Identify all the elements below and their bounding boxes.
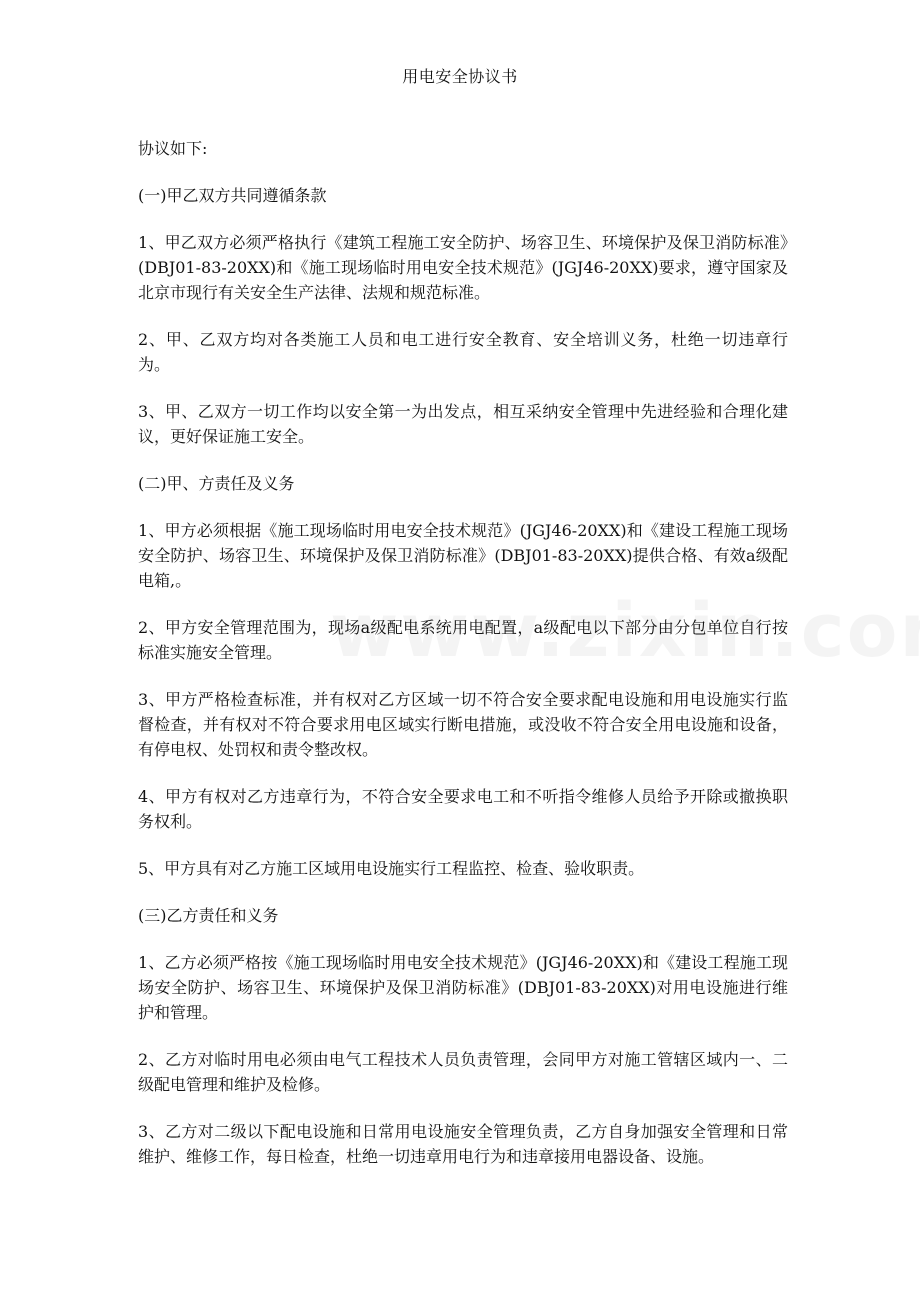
paragraph: 3、甲方严格检查标准，并有权对乙方区域一切不符合安全要求配电设施和用电设施实行监督检查，并有权对不符合要求用电区域实行断电措施，或没收不符合安全用电设施和设备，有停电权、处罚权和责令整改权。 [138, 690, 788, 759]
paragraph: 2、甲方安全管理范围为，现场a级配电系统用电配置，a级配电以下部分由分包单位自行按标准实施安全管理。 [138, 618, 788, 662]
paragraph-intro: 协议如下: [138, 139, 208, 158]
paragraph: 4、甲方有权对乙方违章行为，不符合安全要求电工和不听指令维修人员给予开除或撤换职务权利。 [138, 787, 788, 831]
paragraph: 1、甲乙双方必须严格执行《建筑工程施工安全防护、场容卫生、环境保护及保卫消防标准》(DBJ01-83-20XX)和《施工现场临时用电安全技术规范》(JGJ46-20XX)要求，遵守国家及北京市现行有关安全生产法律、法规和规范标准。 [138, 233, 788, 302]
document-body [138, 136, 788, 1191]
paragraph: 2、乙方对临时用电必须由电气工程技术人员负责管理，会同甲方对施工管辖区域内一、二级配电管理和维护及检修。 [138, 1050, 788, 1094]
section-heading-1: (一)甲乙双方共同遵循条款 [138, 186, 327, 205]
paragraph: 1、乙方必须严格按《施工现场临时用电安全技术规范》(JGJ46-20XX)和《建设工程施工现场安全防护、场容卫生、环境保护及保卫消防标准》(DBJ01-83-20XX)对用电设施进行维护和管理。 [138, 953, 788, 1022]
paragraph: 1、甲方必须根据《施工现场临时用电安全技术规范》(JGJ46-20XX)和《建设工程施工现场安全防护、场容卫生、环境保护及保卫消防标准》(DBJ01-83-20XX)提供合格、有效a级配电箱,。 [138, 521, 788, 590]
document-title: 用电安全协议书 [402, 67, 518, 86]
paragraph: 3、乙方对二级以下配电设施和日常用电设施安全管理负责，乙方自身加强安全管理和日常维护、维修工作，每日检查，杜绝一切违章用电行为和违章接用电器设备、设施。 [138, 1122, 788, 1166]
paragraph: 3、甲、乙双方一切工作均以安全第一为出发点，相互采纳安全管理中先进经验和合理化建议，更好保证施工安全。 [138, 402, 788, 446]
section-heading-3: (三)乙方责任和义务 [138, 906, 279, 925]
paragraph: 5、甲方具有对乙方施工区域用电设施实行工程监控、检查、验收职责。 [138, 859, 645, 878]
paragraph: 2、甲、乙双方均对各类施工人员和电工进行安全教育、安全培训义务，杜绝一切违章行为。 [138, 330, 788, 374]
section-heading-2: (二)甲、方责任及义务 [138, 474, 295, 493]
